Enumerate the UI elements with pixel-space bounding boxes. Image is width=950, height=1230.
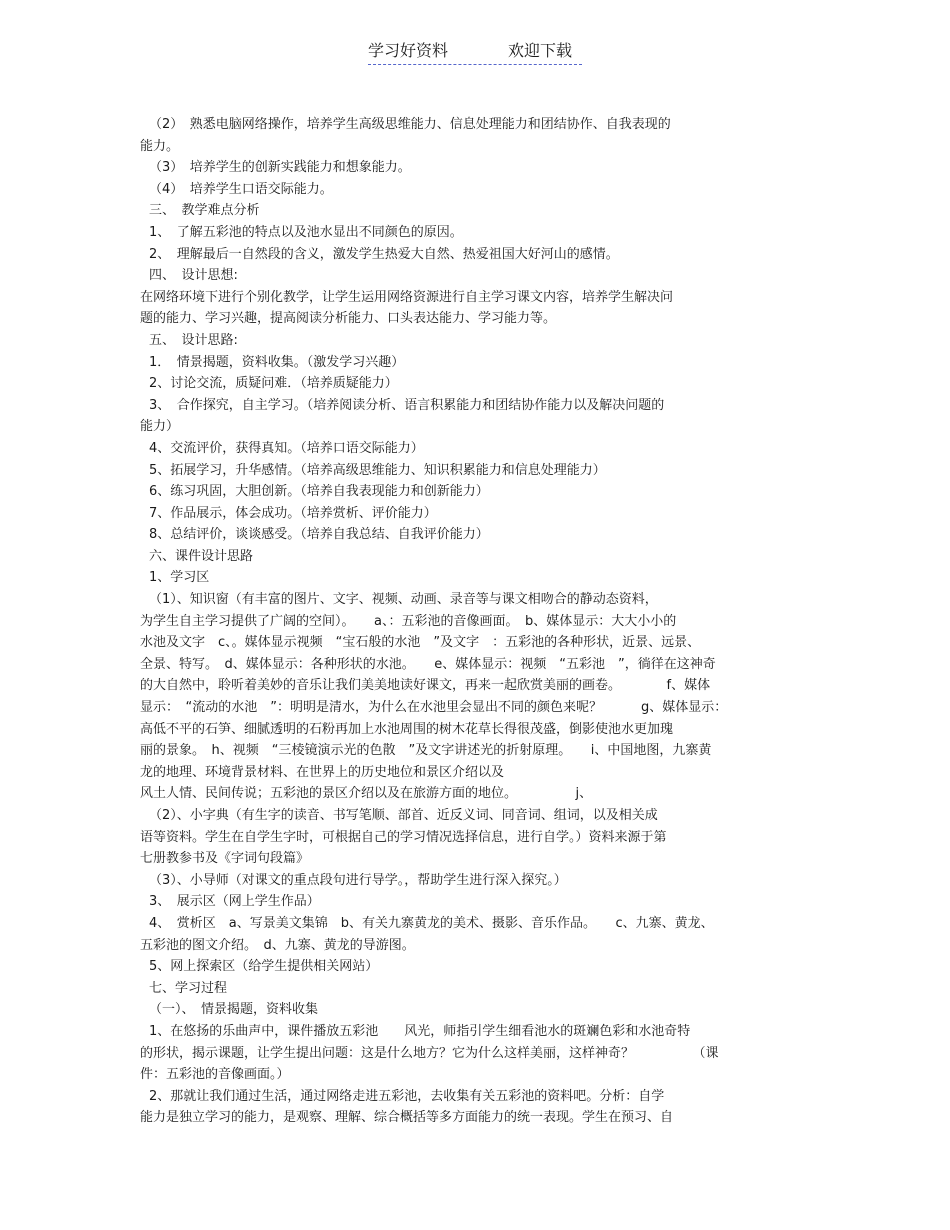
text-line: 语等资料。学生在自学生字时，可根据自己的学习情况选择信息，进行自学。）资料来源于第 bbox=[140, 829, 667, 845]
text-line: 的大自然中，聆听着美妙的音乐让我们美美地读好课文，再来一起欣赏美丽的画卷。 f、媒体 bbox=[140, 678, 711, 694]
document-body bbox=[140, 114, 805, 1129]
text-line: 七册教参书及《字词句段篇》 bbox=[140, 851, 310, 867]
text-line: 龙的地理、环境背景材料、在世界上的历史地位和景区介绍以及 bbox=[140, 764, 505, 780]
text-line: 七、学习过程 bbox=[149, 980, 228, 996]
text-line: 在网络环境下进行个别化教学，让学生运用网络资源进行自主学习课文内容，培养学生解决问 bbox=[140, 289, 674, 305]
page-header bbox=[368, 38, 582, 65]
text-line: 2、那就让我们通过生活，通过网络走进五彩池，去收集有关五彩池的资料吧。分析：自学 bbox=[149, 1088, 665, 1104]
text-line: 三、 教学难点分析 bbox=[149, 203, 260, 219]
text-line: 能力） bbox=[140, 419, 180, 435]
text-line: 2、讨论交流，质疑问难．（培养质疑能力） bbox=[149, 376, 398, 392]
text-line: （一）、 情景揭题，资料收集 bbox=[149, 1002, 319, 1018]
text-line: 风土人情、民间传说；五彩池的景区介绍以及在旅游方面的地位。 j、 bbox=[140, 786, 593, 802]
text-line: 五、 设计思路: bbox=[149, 332, 238, 348]
text-line: 显示： “流动的水池 ”：明明是清水，为什么在水池里会显出不同的颜色来呢？ g、媒体显示： bbox=[140, 700, 728, 716]
text-line: 的形状，揭示课题，让学生提出问题：这是什么地方？它为什么这样美丽，这样神奇？ （课 bbox=[140, 1045, 719, 1061]
text-line: 件：五彩池的音像画面。） bbox=[140, 1067, 290, 1083]
text-line: 丽的景象。 h、视频 “三棱镜演示光的色散 ”及文字讲述光的折射原理。 i、中国地图，九寨黄 bbox=[140, 743, 712, 759]
text-line: （4） 培养学生口语交际能力。 bbox=[149, 181, 333, 197]
text-line: （2）、小字典（有生字的读音、书写笔顺、部首、近反义词、同音词、组词，以及相关成 bbox=[149, 808, 658, 823]
header-title-right: 欢迎下载 bbox=[508, 41, 573, 60]
text-line: 四、 设计思想: bbox=[149, 268, 238, 284]
text-line: 2、 理解最后一自然段的含义，激发学生热爱大自然、热爱祖国大好河山的感情。 bbox=[149, 246, 619, 262]
text-line: 1、在悠扬的乐曲声中，课件播放五彩池 风光，师指引学生细看池水的斑斓色彩和水池奇特 bbox=[149, 1023, 691, 1039]
text-line: 五彩池的图文介绍。 d、九寨、黄龙的导游图。 bbox=[140, 937, 415, 953]
text-line: 水池及文字 c、。媒体显示视频 “宝石般的水池 ”及文字 ：五彩池的各种形状，近景、远景、 bbox=[140, 635, 701, 651]
text-line: （3）、小导师（对课文的重点段句进行导学。，帮助学生进行深入探究。） bbox=[149, 872, 567, 888]
text-line: 5、拓展学习，升华感情。（培养高级思维能力、知识积累能力和信息处理能力） bbox=[149, 462, 606, 478]
text-line: 六、课件设计思路 bbox=[149, 548, 254, 564]
text-line: 6、练习巩固，大胆创新。（培养自我表现能力和创新能力） bbox=[149, 484, 489, 500]
text-line: （3） 培养学生的创新实践能力和想象能力。 bbox=[149, 160, 411, 176]
text-line: 3、 展示区（网上学生作品） bbox=[149, 894, 320, 910]
text-line: （2） 熟悉电脑网络操作，培养学生高级思维能力、信息处理能力和团结协作、自我表现的 bbox=[149, 117, 671, 132]
text-line: 为学生自主学习提供了广阔的空间）。 a、：五彩池的音像画面。 b、媒体显示：大大小小的 bbox=[140, 613, 677, 629]
text-line: 1、学习区 bbox=[149, 570, 210, 586]
text-line: 4、交流评价，获得真知。（培养口语交际能力） bbox=[149, 440, 424, 456]
text-line: 4、 赏析区 a、写景美文集锦 b、有关九寨黄龙的美术、摄影、音乐作品。 c、九寨、黄龙、 bbox=[149, 915, 714, 931]
header-title-left: 学习好资料 bbox=[368, 41, 449, 60]
text-line: 全景、特写。 d、媒体显示：各种形状的水池。 e、媒体显示：视频 “五彩池 ”，徜徉在这神奇 bbox=[140, 656, 716, 672]
text-line: 7、作品展示，体会成功。（培养赏析、评价能力） bbox=[149, 505, 437, 521]
text-line: 5、网上探索区（给学生提供相关网站） bbox=[149, 959, 379, 975]
text-line: 8、总结评价，谈谈感受。（培养自我总结、自我评价能力） bbox=[149, 527, 489, 543]
text-line: 高低不平的石笋、细腻透明的石粉再加上水池周围的树木花草长得很茂盛，倒影使池水更加瑰 bbox=[140, 721, 674, 737]
text-line: 题的能力、学习兴趣，提高阅读分析能力、口头表达能力、学习能力等。 bbox=[140, 311, 557, 327]
text-line: 1、 了解五彩池的特点以及池水显出不同颜色的原因。 bbox=[149, 224, 463, 240]
text-line: 能力是独立学习的能力，是观察、理解、综合概括等多方面能力的统一表现。学生在预习、自 bbox=[140, 1110, 674, 1126]
text-line: 1． 情景揭题，资料收集。（激发学习兴趣） bbox=[149, 354, 405, 370]
text-line: （1）、知识窗（有丰富的图片、文字、视频、动画、录音等与课文相吻合的静动态资料， bbox=[149, 592, 658, 608]
text-line: 能力。 bbox=[140, 138, 180, 154]
text-line: 3、 合作探究，自主学习。（培养阅读分析、语言积累能力和团结协作能力以及解决问题的 bbox=[149, 397, 665, 413]
